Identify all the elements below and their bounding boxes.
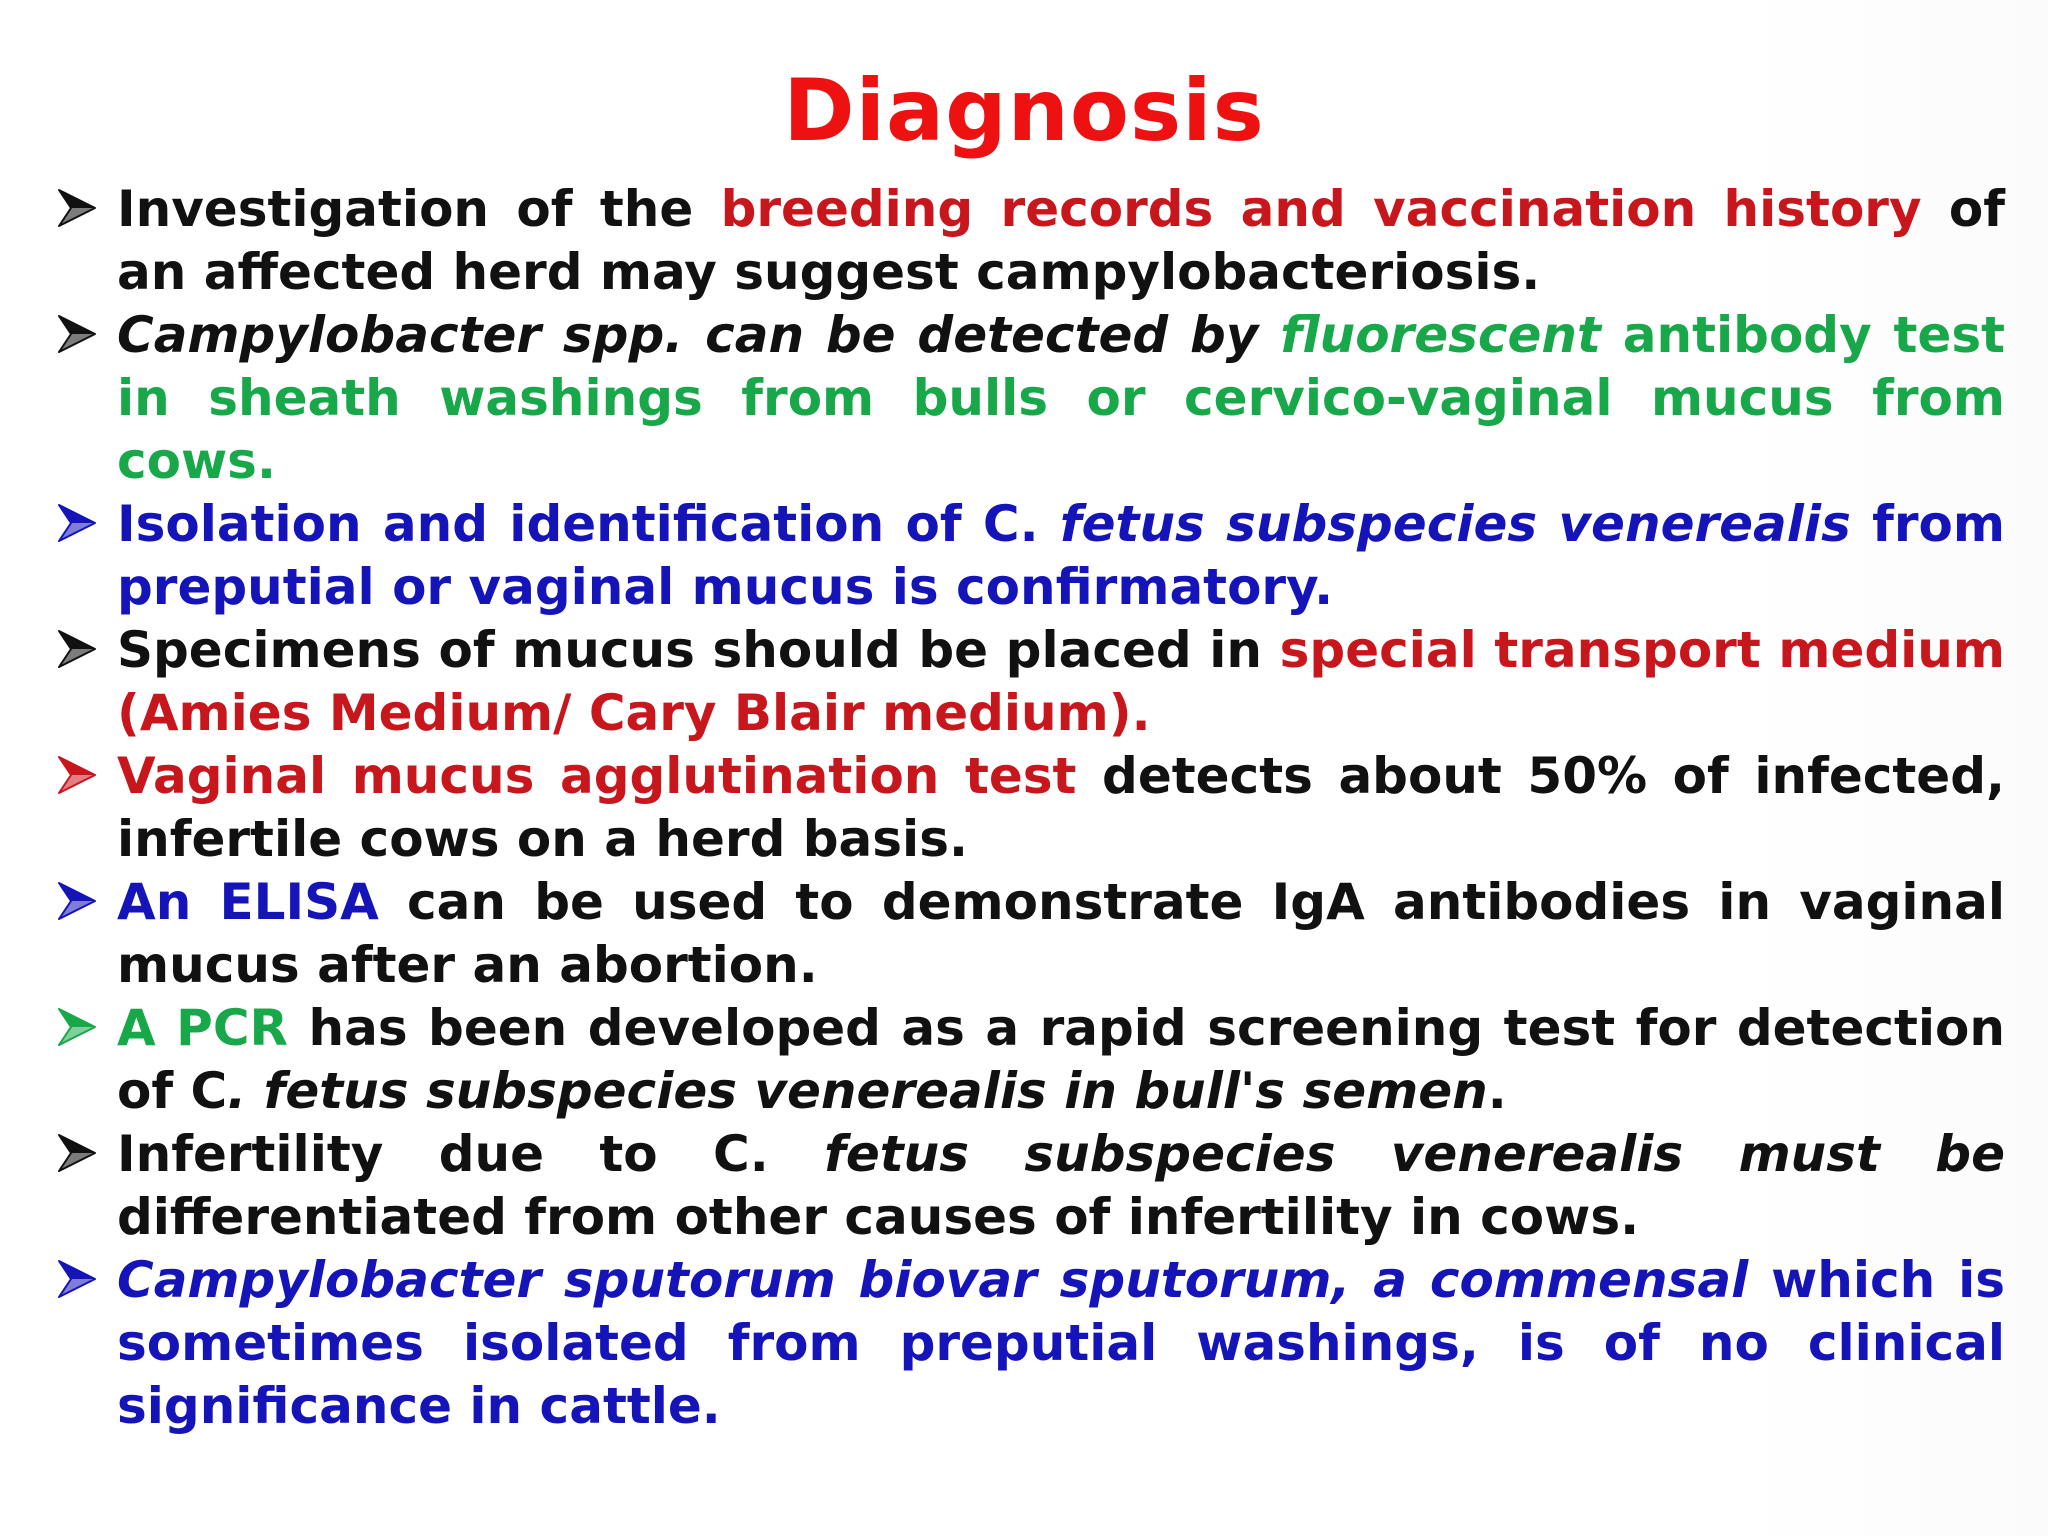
bullet-text-segment: from preputial or vaginal mucus is confirmatory. xyxy=(117,495,2005,616)
bullet-item xyxy=(55,493,2005,619)
bullet-text-segment: Campylobacter sputorum biovar sputorum, a commensal xyxy=(117,1251,1749,1309)
bullet-text-segment: Campylobacter spp. can be detected by xyxy=(117,306,1281,364)
arrow-bullet-icon xyxy=(57,314,97,354)
bullet-item xyxy=(55,745,2005,871)
bullet-text-segment: An ELISA xyxy=(117,873,379,931)
bullet-item xyxy=(55,997,2005,1123)
bullet-item xyxy=(55,1123,2005,1249)
bullet-item xyxy=(55,178,2005,304)
arrow-bullet-icon xyxy=(57,881,97,921)
bullet-text-segment: A PCR xyxy=(117,999,289,1057)
bullet-text-segment: has been developed as a rapid screening test for detection of C xyxy=(117,999,2005,1120)
bullet-item xyxy=(55,1249,2005,1438)
bullet-text-segment: fetus subspecies venerealis xyxy=(1059,495,1851,553)
bullet-text-segment: can be used to demonstrate IgA antibodies in vaginal mucus after an abortion. xyxy=(117,873,2005,994)
bullet-text-segment: which is sometimes isolated from preputial washings, is of no clinical significance in cattle. xyxy=(117,1251,2006,1435)
bullet-text-segment: Investigation of the xyxy=(117,180,721,238)
arrow-bullet-icon xyxy=(57,629,97,669)
bullet-text-segment: differentiated from other causes of infertility in cows. xyxy=(117,1188,1640,1246)
bullet-text-segment: fetus subspecies venerealis must be xyxy=(824,1125,2006,1183)
bullet-text-segment: special transport medium (Amies Medium/ Cary Blair medium). xyxy=(117,621,2005,742)
bullet-text-segment: breeding records and vaccination history xyxy=(720,180,1922,238)
arrow-bullet-icon xyxy=(57,1133,97,1173)
bullet-text-segment: . xyxy=(1487,1062,1507,1120)
bullet-text-segment: Infertility due to C. xyxy=(117,1125,825,1183)
bullet-text-segment: Isolation and identification of C. xyxy=(117,495,1060,553)
arrow-bullet-icon xyxy=(57,503,97,543)
bullet-text-segment: Vaginal mucus agglutination test xyxy=(117,747,1077,805)
arrow-bullet-icon xyxy=(57,188,97,228)
bullet-text-segment: detects about 50% of infected, infertile cows on a herd basis. xyxy=(117,747,2005,868)
slide-title: Diagnosis xyxy=(783,61,1265,161)
bullet-text-segment: antibody test in sheath washings from bulls or cervico-vaginal mucus from cows. xyxy=(117,306,2005,490)
bullet-text-segment: Specimens of mucus should be placed in xyxy=(117,621,1280,679)
bullet-text-segment: of an affected herd may suggest campylobacteriosis. xyxy=(117,180,2005,301)
arrow-bullet-icon xyxy=(57,755,97,795)
bullet-item xyxy=(55,871,2005,997)
bullet-list xyxy=(55,178,2005,1438)
bullet-text-segment: . fetus subspecies venerealis in bull's semen xyxy=(227,1062,1488,1120)
bullet-item xyxy=(55,619,2005,745)
bullet-item xyxy=(55,304,2005,493)
arrow-bullet-icon xyxy=(57,1259,97,1299)
bullet-text-segment: fluorescent xyxy=(1280,306,1601,364)
arrow-bullet-icon xyxy=(57,1007,97,1047)
